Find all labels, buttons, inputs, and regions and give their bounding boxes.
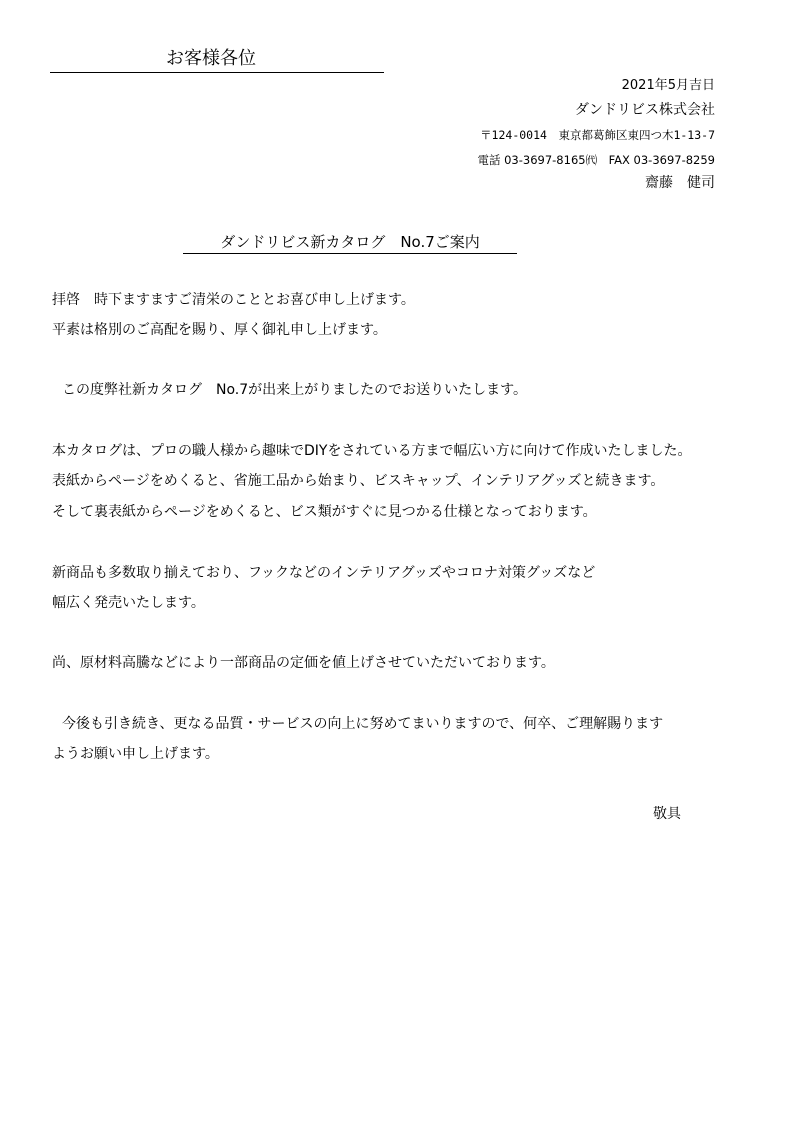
company-name: ダンドリビス株式会社 [574, 102, 715, 118]
sign-off: 敬具 [653, 806, 681, 822]
closing-line-1: 今後も引き続き、更なる品質・サービスの向上に努めてまいりますので、何卒、ご理解賜ります [62, 716, 664, 732]
price-notice-line: 尚、原材料高騰などにより一部商品の定価を値上げさせていただいております。 [52, 655, 555, 671]
new-products-line-1: 新商品も多数取り揃えており、フックなどのインテリアグッズやコロナ対策グッズなど [52, 565, 596, 581]
intro-line: この度弊社新カタログ No.7が出来上がりましたのでお送りいたします。 [62, 382, 528, 398]
description-line-1: 本カタログは、プロの職人様から趣味でDIYをされている方まで幅広い方に向けて作成いたしました。 [52, 443, 692, 459]
new-products-line-2: 幅広く発売いたします。 [52, 595, 205, 611]
recipient-heading: お客様各位 [50, 46, 384, 73]
sender-name: 齋藤 健司 [645, 175, 715, 191]
company-phone-fax: 電話 03-3697-8165㈹ FAX 03-3697-8259 [477, 153, 715, 167]
description-line-2: 表紙からページをめくると、省施工品から始まり、ビスキャップ、インテリアグッズと続きます。 [52, 473, 665, 489]
letter-subject: ダンドリビス新カタログ No.7ご案内 [183, 232, 517, 254]
company-address: 〒124-0014 東京都葛飾区東四つ木1-13-7 [480, 128, 715, 142]
greeting-line-2: 平素は格別のご高配を賜り、厚く御礼申し上げます。 [52, 322, 387, 338]
greeting-line-1: 拝啓 時下ますますご清栄のこととお喜び申し上げます。 [52, 292, 415, 308]
letter-date: 2021年5月吉日 [621, 78, 715, 93]
closing-line-2: ようお願い申し上げます。 [52, 746, 219, 762]
description-line-3: そして裏表紙からページをめくると、ビス類がすぐに見つかる仕様となっております。 [52, 504, 597, 520]
